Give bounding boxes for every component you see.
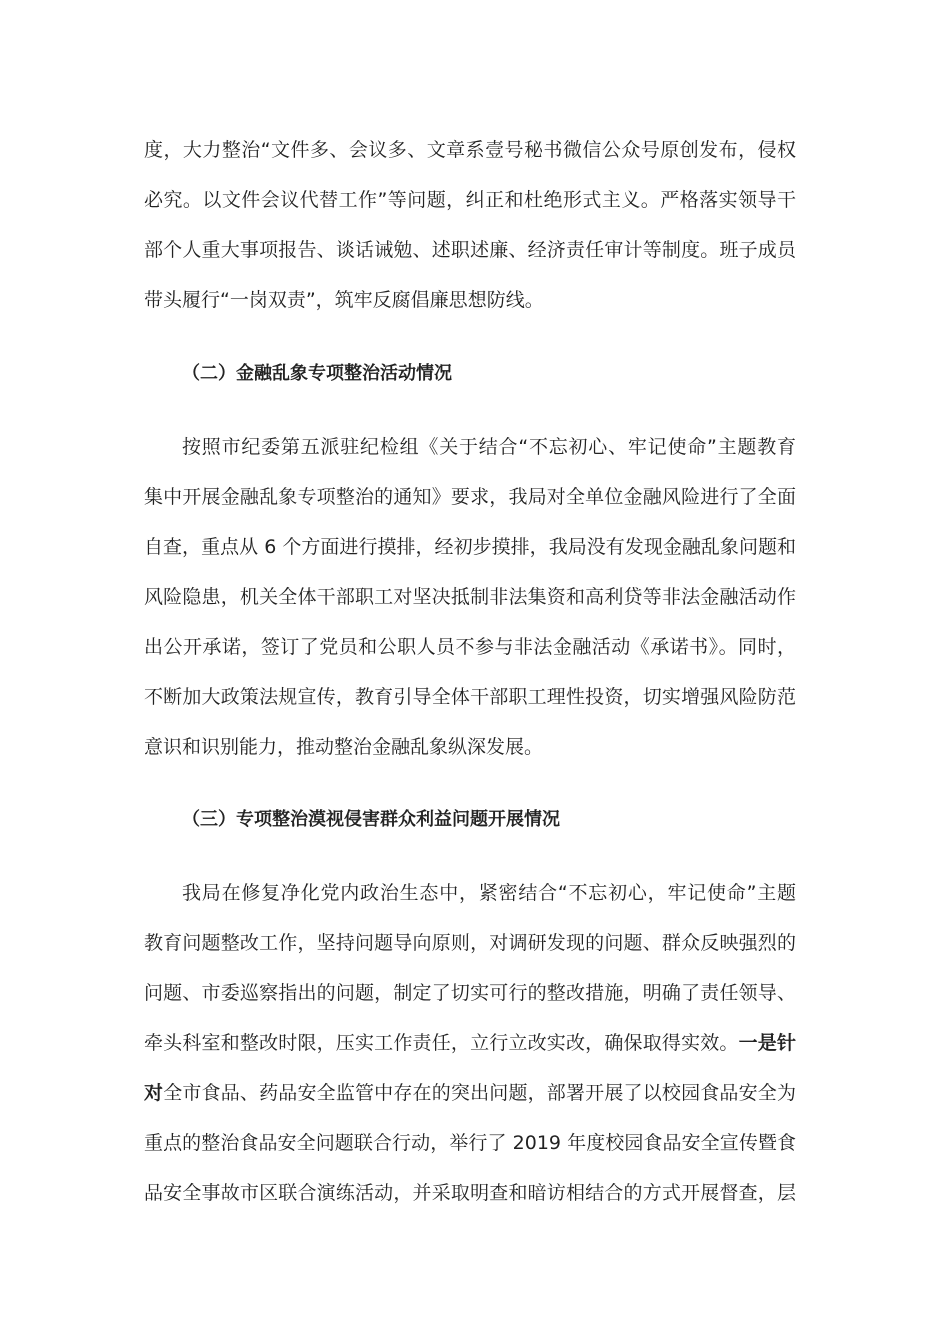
- paragraph-line: 风险隐患，机关全体干部职工对坚决抵制非法集资和高利贷等非法金融活动作: [144, 586, 796, 608]
- emphasis-text: 对: [144, 1082, 164, 1104]
- paragraph-line: [144, 1028, 796, 1058]
- line-text: 全市食品、药品安全监管中存在的突出问题，部署开展了以校园食品安全为: [163, 1082, 796, 1104]
- section-heading: （二）金融乱象专项整治活动情况: [182, 363, 452, 384]
- paragraph-line: 意识和识别能力，推动整治金融乱象纵深发展。: [144, 736, 544, 758]
- paragraph-line: 必究。以文件会议代替工作”等问题，纠正和杜绝形式主义。严格落实领导干: [144, 189, 796, 211]
- paragraph-line: 问题、市委巡察指出的问题，制定了切实可行的整改措施，明确了责任领导、: [144, 982, 796, 1004]
- emphasis-text: 一是针: [738, 1032, 796, 1054]
- paragraph-line: 重点的整治食品安全问题联合行动，举行了 2019 年度校园食品安全宣传暨食: [144, 1132, 796, 1154]
- paragraph-line: 自查，重点从 6 个方面进行摸排，经初步摸排，我局没有发现金融乱象问题和: [144, 536, 796, 558]
- paragraph-line: 教育问题整改工作，坚持问题导向原则，对调研发现的问题、群众反映强烈的: [144, 932, 796, 954]
- paragraph-line: 带头履行“一岗双责”，筑牢反腐倡廉思想防线。: [144, 289, 544, 311]
- paragraph-line: 部个人重大事项报告、谈话诫勉、述职述廉、经济责任审计等制度。班子成员: [144, 239, 796, 261]
- paragraph-line: 不断加大政策法规宣传，教育引导全体干部职工理性投资，切实增强风险防范: [144, 686, 796, 708]
- paragraph-line: 按照市纪委第五派驻纪检组《关于结合“不忘初心、牢记使命”主题教育: [182, 436, 796, 458]
- section-heading: （三）专项整治漠视侵害群众利益问题开展情况: [182, 809, 560, 830]
- paragraph-line: 集中开展金融乱象专项整治的通知》要求，我局对全单位金融风险进行了全面: [144, 486, 796, 508]
- paragraph-line: 我局在修复净化党内政治生态中，紧密结合“不忘初心，牢记使命”主题: [182, 882, 796, 904]
- paragraph-line: 度，大力整治“文件多、会议多、文章系壹号秘书微信公众号原创发布，侵权: [144, 139, 796, 161]
- paragraph-line: [144, 1078, 796, 1108]
- line-text: 牵头科室和整改时限，压实工作责任，立行立改实改，确保取得实效。: [144, 1032, 739, 1054]
- paragraph-line: 出公开承诺，签订了党员和公职人员不参与非法金融活动《承诺书》。同时，: [144, 636, 796, 658]
- paragraph-line: 品安全事故市区联合演练活动，并采取明查和暗访相结合的方式开展督查，层: [144, 1182, 796, 1204]
